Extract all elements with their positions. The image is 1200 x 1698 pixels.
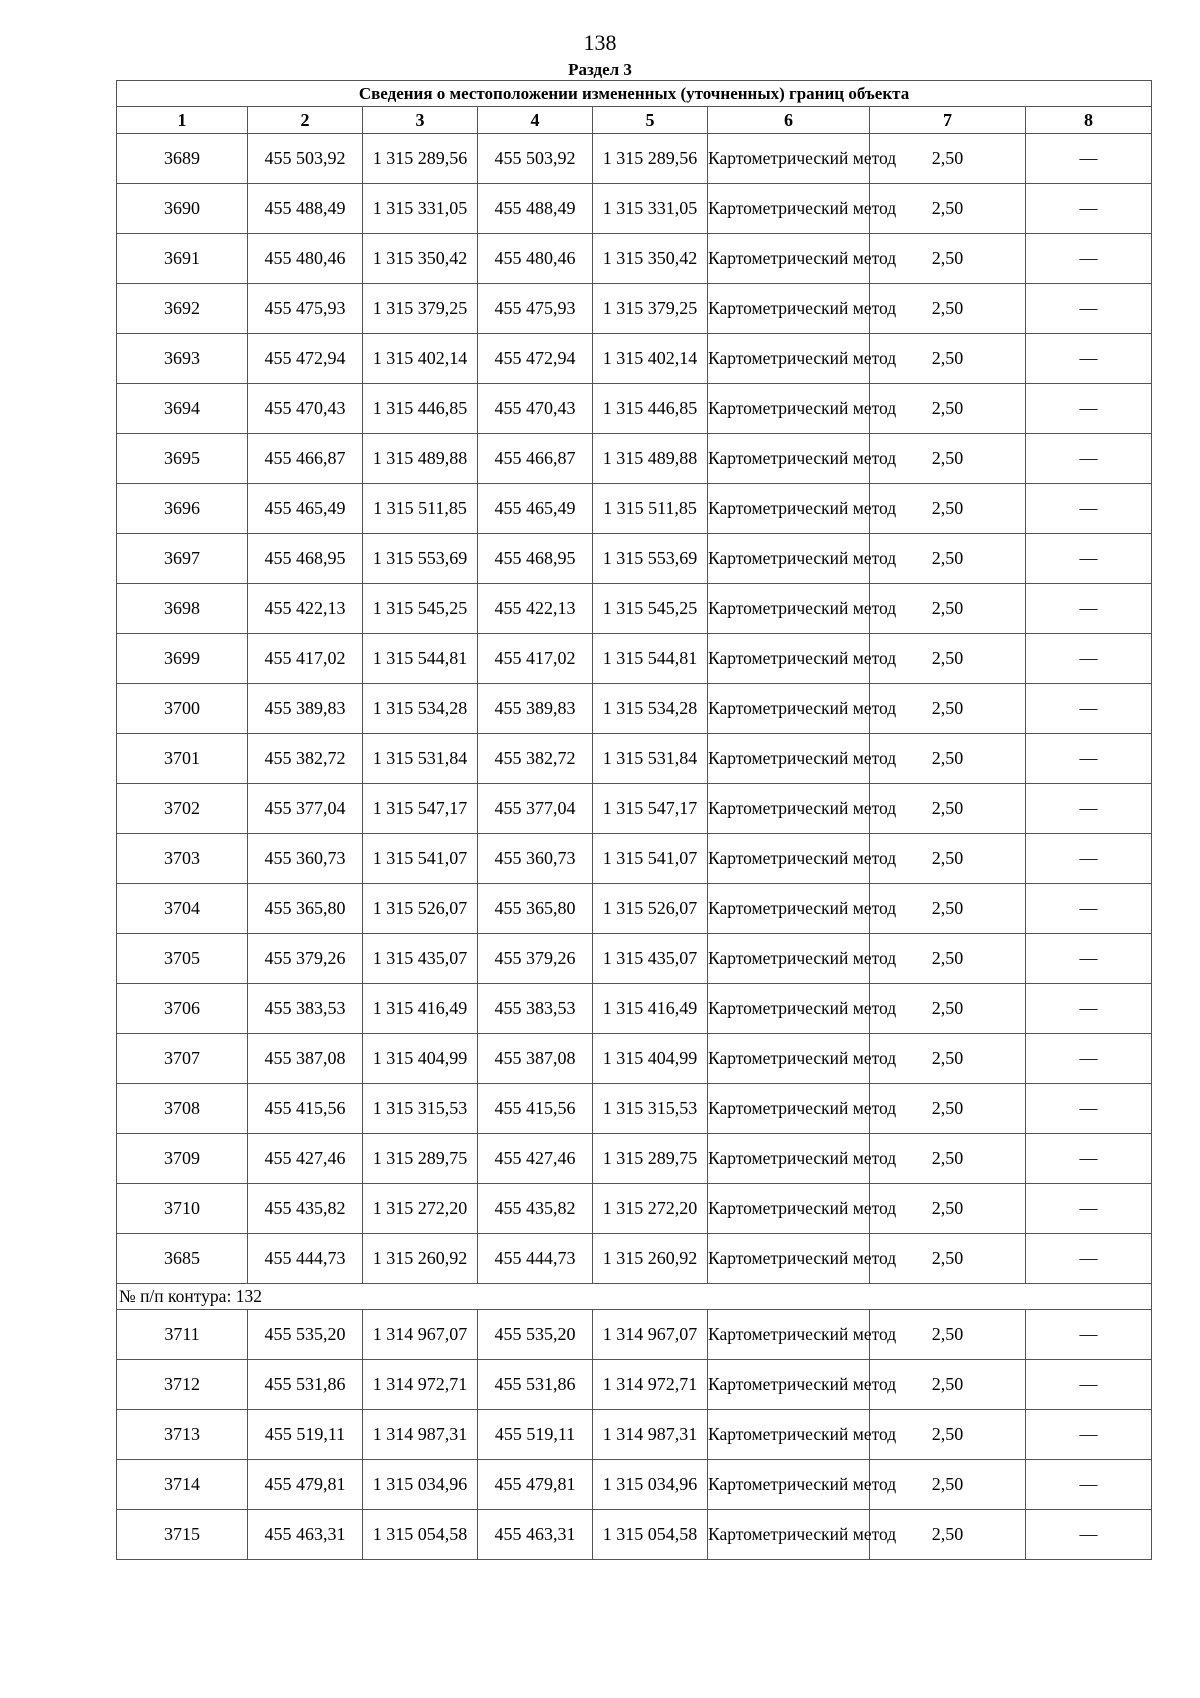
new-x-cell: 455 415,56 — [478, 1084, 593, 1134]
accuracy-cell: 2,50 — [870, 1184, 1026, 1234]
note-cell: — — [1026, 1034, 1152, 1084]
method-cell: Картометрический метод — [708, 934, 870, 984]
new-x-cell: 455 488,49 — [478, 184, 593, 234]
table-row — [117, 734, 1152, 784]
existing-x-cell: 455 488,49 — [248, 184, 363, 234]
method-cell: Картометрический метод — [708, 584, 870, 634]
table-row — [117, 1234, 1152, 1284]
column-number: 5 — [593, 107, 708, 134]
new-x-cell: 455 475,93 — [478, 284, 593, 334]
new-x-cell: 455 360,73 — [478, 834, 593, 884]
accuracy-cell: 2,50 — [870, 1310, 1026, 1360]
existing-x-cell: 455 479,81 — [248, 1460, 363, 1510]
table-body — [117, 81, 1152, 1560]
new-x-cell: 455 465,49 — [478, 484, 593, 534]
existing-x-cell: 455 365,80 — [248, 884, 363, 934]
accuracy-cell: 2,50 — [870, 834, 1026, 884]
table-row — [117, 284, 1152, 334]
note-cell: — — [1026, 434, 1152, 484]
existing-x-cell: 455 480,46 — [248, 234, 363, 284]
accuracy-cell: 2,50 — [870, 284, 1026, 334]
new-x-cell: 455 427,46 — [478, 1134, 593, 1184]
table-row — [117, 1410, 1152, 1460]
new-x-cell: 455 472,94 — [478, 334, 593, 384]
new-y-cell: 1 315 034,96 — [593, 1460, 708, 1510]
new-x-cell: 455 503,92 — [478, 134, 593, 184]
point-number-cell: 3713 — [117, 1410, 248, 1460]
new-y-cell: 1 315 489,88 — [593, 434, 708, 484]
column-number: 6 — [708, 107, 870, 134]
table-row — [117, 534, 1152, 584]
method-cell: Картометрический метод — [708, 334, 870, 384]
existing-y-cell: 1 315 416,49 — [363, 984, 478, 1034]
method-cell: Картометрический метод — [708, 384, 870, 434]
new-y-cell: 1 315 054,58 — [593, 1510, 708, 1560]
accuracy-cell: 2,50 — [870, 234, 1026, 284]
note-cell: — — [1026, 284, 1152, 334]
table-row — [117, 1510, 1152, 1560]
column-number: 7 — [870, 107, 1026, 134]
new-y-cell: 1 315 547,17 — [593, 784, 708, 834]
table-row — [117, 1310, 1152, 1360]
table-row — [117, 634, 1152, 684]
table-row — [117, 334, 1152, 384]
existing-y-cell: 1 315 541,07 — [363, 834, 478, 884]
existing-y-cell: 1 315 315,53 — [363, 1084, 478, 1134]
note-cell: — — [1026, 1234, 1152, 1284]
new-x-cell: 455 468,95 — [478, 534, 593, 584]
new-x-cell: 455 422,13 — [478, 584, 593, 634]
existing-x-cell: 455 472,94 — [248, 334, 363, 384]
method-cell: Картометрический метод — [708, 784, 870, 834]
new-y-cell: 1 315 545,25 — [593, 584, 708, 634]
new-x-cell: 455 382,72 — [478, 734, 593, 784]
point-number-cell: 3707 — [117, 1034, 248, 1084]
new-x-cell: 455 379,26 — [478, 934, 593, 984]
new-x-cell: 455 377,04 — [478, 784, 593, 834]
method-cell: Картометрический метод — [708, 1310, 870, 1360]
existing-y-cell: 1 315 034,96 — [363, 1460, 478, 1510]
accuracy-cell: 2,50 — [870, 434, 1026, 484]
existing-x-cell: 455 382,72 — [248, 734, 363, 784]
accuracy-cell: 2,50 — [870, 634, 1026, 684]
contour-row — [117, 1284, 1152, 1310]
column-number: 8 — [1026, 107, 1152, 134]
existing-y-cell: 1 314 987,31 — [363, 1410, 478, 1460]
point-number-cell: 3715 — [117, 1510, 248, 1560]
new-y-cell: 1 315 511,85 — [593, 484, 708, 534]
existing-y-cell: 1 315 272,20 — [363, 1184, 478, 1234]
table-row — [117, 384, 1152, 434]
existing-x-cell: 455 415,56 — [248, 1084, 363, 1134]
method-cell: Картометрический метод — [708, 1084, 870, 1134]
note-cell: — — [1026, 334, 1152, 384]
note-cell: — — [1026, 484, 1152, 534]
table-row — [117, 684, 1152, 734]
table-row — [117, 584, 1152, 634]
contour-label: № п/п контура: 132 — [117, 1284, 1152, 1310]
method-cell: Картометрический метод — [708, 284, 870, 334]
point-number-cell: 3695 — [117, 434, 248, 484]
note-cell: — — [1026, 584, 1152, 634]
existing-x-cell: 455 470,43 — [248, 384, 363, 434]
table-row — [117, 484, 1152, 534]
note-cell: — — [1026, 984, 1152, 1034]
note-cell: — — [1026, 834, 1152, 884]
existing-x-cell: 455 387,08 — [248, 1034, 363, 1084]
note-cell: — — [1026, 1310, 1152, 1360]
existing-y-cell: 1 315 446,85 — [363, 384, 478, 434]
accuracy-cell: 2,50 — [870, 584, 1026, 634]
note-cell: — — [1026, 384, 1152, 434]
accuracy-cell: 2,50 — [870, 784, 1026, 834]
new-x-cell: 455 466,87 — [478, 434, 593, 484]
accuracy-cell: 2,50 — [870, 1234, 1026, 1284]
note-cell: — — [1026, 1460, 1152, 1510]
table-row — [117, 984, 1152, 1034]
point-number-cell: 3696 — [117, 484, 248, 534]
note-cell: — — [1026, 634, 1152, 684]
existing-y-cell: 1 314 972,71 — [363, 1360, 478, 1410]
new-y-cell: 1 314 972,71 — [593, 1360, 708, 1410]
point-number-cell: 3712 — [117, 1360, 248, 1410]
method-cell: Картометрический метод — [708, 1134, 870, 1184]
existing-x-cell: 455 422,13 — [248, 584, 363, 634]
new-y-cell: 1 315 435,07 — [593, 934, 708, 984]
point-number-cell: 3714 — [117, 1460, 248, 1510]
accuracy-cell: 2,50 — [870, 734, 1026, 784]
point-number-cell: 3693 — [117, 334, 248, 384]
point-number-cell: 3685 — [117, 1234, 248, 1284]
new-x-cell: 455 365,80 — [478, 884, 593, 934]
table-row — [117, 1360, 1152, 1410]
method-cell: Картометрический метод — [708, 684, 870, 734]
table-row — [117, 784, 1152, 834]
existing-y-cell: 1 315 404,99 — [363, 1034, 478, 1084]
existing-y-cell: 1 315 331,05 — [363, 184, 478, 234]
method-cell: Картометрический метод — [708, 884, 870, 934]
existing-y-cell: 1 315 553,69 — [363, 534, 478, 584]
new-x-cell: 455 435,82 — [478, 1184, 593, 1234]
accuracy-cell: 2,50 — [870, 184, 1026, 234]
new-y-cell: 1 315 260,92 — [593, 1234, 708, 1284]
note-cell: — — [1026, 234, 1152, 284]
method-cell: Картометрический метод — [708, 1184, 870, 1234]
new-y-cell: 1 315 531,84 — [593, 734, 708, 784]
table-title: Сведения о местоположении измененных (уточненных) границ объекта — [117, 81, 1152, 107]
new-y-cell: 1 315 446,85 — [593, 384, 708, 434]
note-cell: — — [1026, 934, 1152, 984]
new-y-cell: 1 315 402,14 — [593, 334, 708, 384]
existing-y-cell: 1 315 260,92 — [363, 1234, 478, 1284]
method-cell: Картометрический метод — [708, 234, 870, 284]
note-cell: — — [1026, 184, 1152, 234]
new-y-cell: 1 315 379,25 — [593, 284, 708, 334]
new-y-cell: 1 315 541,07 — [593, 834, 708, 884]
note-cell: — — [1026, 134, 1152, 184]
table-row — [117, 1034, 1152, 1084]
section-title: Раздел 3 — [568, 60, 632, 79]
table-row — [117, 134, 1152, 184]
note-cell: — — [1026, 734, 1152, 784]
existing-x-cell: 455 468,95 — [248, 534, 363, 584]
existing-y-cell: 1 315 350,42 — [363, 234, 478, 284]
column-number: 4 — [478, 107, 593, 134]
point-number-cell: 3698 — [117, 584, 248, 634]
existing-x-cell: 455 379,26 — [248, 934, 363, 984]
note-cell: — — [1026, 1360, 1152, 1410]
accuracy-cell: 2,50 — [870, 134, 1026, 184]
column-number: 1 — [117, 107, 248, 134]
existing-x-cell: 455 435,82 — [248, 1184, 363, 1234]
existing-x-cell: 455 475,93 — [248, 284, 363, 334]
new-y-cell: 1 315 315,53 — [593, 1084, 708, 1134]
table-row — [117, 1184, 1152, 1234]
existing-y-cell: 1 315 289,56 — [363, 134, 478, 184]
new-x-cell: 455 531,86 — [478, 1360, 593, 1410]
point-number-cell: 3709 — [117, 1134, 248, 1184]
accuracy-cell: 2,50 — [870, 1034, 1026, 1084]
existing-y-cell: 1 315 489,88 — [363, 434, 478, 484]
note-cell: — — [1026, 1510, 1152, 1560]
point-number-cell: 3710 — [117, 1184, 248, 1234]
method-cell: Картометрический метод — [708, 134, 870, 184]
table-title-row — [117, 81, 1152, 107]
existing-x-cell: 455 360,73 — [248, 834, 363, 884]
new-y-cell: 1 315 331,05 — [593, 184, 708, 234]
point-number-cell: 3704 — [117, 884, 248, 934]
new-x-cell: 455 480,46 — [478, 234, 593, 284]
coordinates-table — [116, 80, 1152, 1560]
method-cell: Картометрический метод — [708, 1410, 870, 1460]
point-number-cell: 3697 — [117, 534, 248, 584]
point-number-cell: 3692 — [117, 284, 248, 334]
table-row — [117, 1460, 1152, 1510]
existing-y-cell: 1 315 531,84 — [363, 734, 478, 784]
note-cell: — — [1026, 784, 1152, 834]
existing-y-cell: 1 315 289,75 — [363, 1134, 478, 1184]
new-y-cell: 1 315 553,69 — [593, 534, 708, 584]
existing-x-cell: 455 531,86 — [248, 1360, 363, 1410]
method-cell: Картометрический метод — [708, 634, 870, 684]
accuracy-cell: 2,50 — [870, 484, 1026, 534]
table-row — [117, 1084, 1152, 1134]
existing-x-cell: 455 427,46 — [248, 1134, 363, 1184]
accuracy-cell: 2,50 — [870, 1360, 1026, 1410]
accuracy-cell: 2,50 — [870, 984, 1026, 1034]
column-number: 2 — [248, 107, 363, 134]
accuracy-cell: 2,50 — [870, 334, 1026, 384]
existing-x-cell: 455 383,53 — [248, 984, 363, 1034]
method-cell: Картометрический метод — [708, 1510, 870, 1560]
new-x-cell: 455 463,31 — [478, 1510, 593, 1560]
method-cell: Картометрический метод — [708, 534, 870, 584]
point-number-cell: 3705 — [117, 934, 248, 984]
table-row — [117, 884, 1152, 934]
method-cell: Картометрический метод — [708, 834, 870, 884]
note-cell: — — [1026, 884, 1152, 934]
point-number-cell: 3700 — [117, 684, 248, 734]
method-cell: Картометрический метод — [708, 734, 870, 784]
accuracy-cell: 2,50 — [870, 384, 1026, 434]
method-cell: Картометрический метод — [708, 434, 870, 484]
existing-x-cell: 455 463,31 — [248, 1510, 363, 1560]
accuracy-cell: 2,50 — [870, 1134, 1026, 1184]
existing-x-cell: 455 466,87 — [248, 434, 363, 484]
accuracy-cell: 2,50 — [870, 1410, 1026, 1460]
new-y-cell: 1 314 987,31 — [593, 1410, 708, 1460]
new-y-cell: 1 315 272,20 — [593, 1184, 708, 1234]
existing-x-cell: 455 519,11 — [248, 1410, 363, 1460]
point-number-cell: 3702 — [117, 784, 248, 834]
accuracy-cell: 2,50 — [870, 1460, 1026, 1510]
method-cell: Картометрический метод — [708, 184, 870, 234]
table-row — [117, 184, 1152, 234]
point-number-cell: 3706 — [117, 984, 248, 1034]
new-y-cell: 1 315 534,28 — [593, 684, 708, 734]
note-cell: — — [1026, 1134, 1152, 1184]
note-cell: — — [1026, 1410, 1152, 1460]
point-number-cell: 3708 — [117, 1084, 248, 1134]
new-x-cell: 455 417,02 — [478, 634, 593, 684]
accuracy-cell: 2,50 — [870, 1084, 1026, 1134]
point-number-cell: 3699 — [117, 634, 248, 684]
existing-y-cell: 1 315 526,07 — [363, 884, 478, 934]
point-number-cell: 3711 — [117, 1310, 248, 1360]
new-y-cell: 1 315 526,07 — [593, 884, 708, 934]
new-y-cell: 1 315 416,49 — [593, 984, 708, 1034]
note-cell: — — [1026, 1084, 1152, 1134]
existing-x-cell: 455 444,73 — [248, 1234, 363, 1284]
method-cell: Картометрический метод — [708, 1034, 870, 1084]
existing-y-cell: 1 315 402,14 — [363, 334, 478, 384]
existing-x-cell: 455 389,83 — [248, 684, 363, 734]
accuracy-cell: 2,50 — [870, 534, 1026, 584]
new-x-cell: 455 470,43 — [478, 384, 593, 434]
table-row — [117, 1134, 1152, 1184]
method-cell: Картометрический метод — [708, 984, 870, 1034]
table-row — [117, 434, 1152, 484]
table-row — [117, 234, 1152, 284]
point-number-cell: 3690 — [117, 184, 248, 234]
existing-x-cell: 455 535,20 — [248, 1310, 363, 1360]
column-number: 3 — [363, 107, 478, 134]
point-number-cell: 3689 — [117, 134, 248, 184]
new-x-cell: 455 535,20 — [478, 1310, 593, 1360]
existing-y-cell: 1 315 547,17 — [363, 784, 478, 834]
new-x-cell: 455 479,81 — [478, 1460, 593, 1510]
point-number-cell: 3694 — [117, 384, 248, 434]
note-cell: — — [1026, 1184, 1152, 1234]
accuracy-cell: 2,50 — [870, 934, 1026, 984]
existing-x-cell: 455 417,02 — [248, 634, 363, 684]
accuracy-cell: 2,50 — [870, 884, 1026, 934]
existing-y-cell: 1 315 379,25 — [363, 284, 478, 334]
method-cell: Картометрический метод — [708, 484, 870, 534]
accuracy-cell: 2,50 — [870, 1510, 1026, 1560]
new-x-cell: 455 444,73 — [478, 1234, 593, 1284]
point-number-cell: 3703 — [117, 834, 248, 884]
existing-x-cell: 455 377,04 — [248, 784, 363, 834]
table-row — [117, 934, 1152, 984]
existing-y-cell: 1 315 545,25 — [363, 584, 478, 634]
new-y-cell: 1 314 967,07 — [593, 1310, 708, 1360]
table-row — [117, 834, 1152, 884]
new-x-cell: 455 519,11 — [478, 1410, 593, 1460]
existing-y-cell: 1 315 511,85 — [363, 484, 478, 534]
page-number: 138 — [583, 30, 617, 55]
existing-x-cell: 455 465,49 — [248, 484, 363, 534]
method-cell: Картометрический метод — [708, 1234, 870, 1284]
existing-y-cell: 1 314 967,07 — [363, 1310, 478, 1360]
method-cell: Картометрический метод — [708, 1360, 870, 1410]
existing-x-cell: 455 503,92 — [248, 134, 363, 184]
new-y-cell: 1 315 289,56 — [593, 134, 708, 184]
note-cell: — — [1026, 684, 1152, 734]
new-y-cell: 1 315 404,99 — [593, 1034, 708, 1084]
point-number-cell: 3691 — [117, 234, 248, 284]
point-number-cell: 3701 — [117, 734, 248, 784]
new-x-cell: 455 383,53 — [478, 984, 593, 1034]
new-x-cell: 455 387,08 — [478, 1034, 593, 1084]
note-cell: — — [1026, 534, 1152, 584]
existing-y-cell: 1 315 435,07 — [363, 934, 478, 984]
method-cell: Картометрический метод — [708, 1460, 870, 1510]
existing-y-cell: 1 315 544,81 — [363, 634, 478, 684]
new-x-cell: 455 389,83 — [478, 684, 593, 734]
column-number-row — [117, 107, 1152, 134]
new-y-cell: 1 315 289,75 — [593, 1134, 708, 1184]
existing-y-cell: 1 315 054,58 — [363, 1510, 478, 1560]
new-y-cell: 1 315 544,81 — [593, 634, 708, 684]
accuracy-cell: 2,50 — [870, 684, 1026, 734]
new-y-cell: 1 315 350,42 — [593, 234, 708, 284]
existing-y-cell: 1 315 534,28 — [363, 684, 478, 734]
